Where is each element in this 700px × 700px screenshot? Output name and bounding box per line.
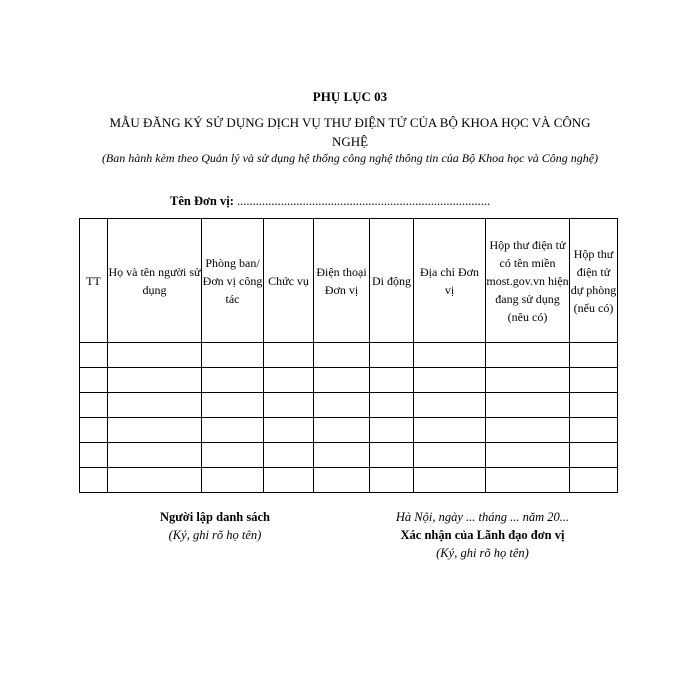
form-title: MẪU ĐĂNG KÝ SỬ DỤNG DỊCH VỤ THƯ ĐIỆN TỬ CỦA BỘ KHOA HỌC VÀ CÔNG NGHỆ (109, 115, 591, 149)
appendix-label: PHỤ LỤC 03 (312, 89, 388, 104)
leader-signature-block (375, 508, 590, 562)
header-current-email: Hộp thư điện tử có tên miền most.gov.vn hiện đang sử dụng (nêu có) (486, 219, 570, 343)
header-full-name: Họ và tên người sử dụng (108, 219, 202, 343)
header-department: Phòng ban/ Đơn vị công tác (202, 219, 264, 343)
preparer-title: Người lập danh sách (160, 510, 270, 524)
header-office-phone: Điện thoại Đơn vị (314, 219, 370, 343)
registration-table (79, 218, 618, 493)
unit-name-line (170, 194, 490, 209)
header-mobile: Di động (370, 219, 414, 343)
table-row (80, 343, 618, 368)
unit-name-label: Tên Đơn vị: (170, 194, 234, 208)
header-unit-address: Địa chỉ Đơn vị (414, 219, 486, 343)
header-tt: TT (80, 219, 108, 343)
table-row (80, 468, 618, 493)
form-subtitle: (Ban hành kèm theo Quản lý và sử dụng hệ thống công nghệ thông tin của Bộ Khoa học và Công nghệ) (101, 151, 599, 165)
table-row (80, 443, 618, 468)
place-date-line: Hà Nội, ngày ... tháng ... năm 20... (395, 510, 570, 524)
header-backup-email: Hộp thư điện tử dự phòng (nếu có) (570, 219, 618, 343)
unit-name-field: ................................................................................. (237, 194, 491, 208)
leader-title: Xác nhận của Lãnh đạo đơn vị (400, 528, 565, 542)
table-row (80, 393, 618, 418)
preparer-signature-block (140, 508, 290, 544)
table-row (80, 418, 618, 443)
preparer-note: (Ký, ghi rõ họ tên) (168, 528, 262, 542)
header-position: Chức vụ (264, 219, 314, 343)
table-header-row (80, 219, 618, 343)
table-row (80, 368, 618, 393)
leader-note: (Ký, ghi rõ họ tên) (436, 546, 529, 560)
